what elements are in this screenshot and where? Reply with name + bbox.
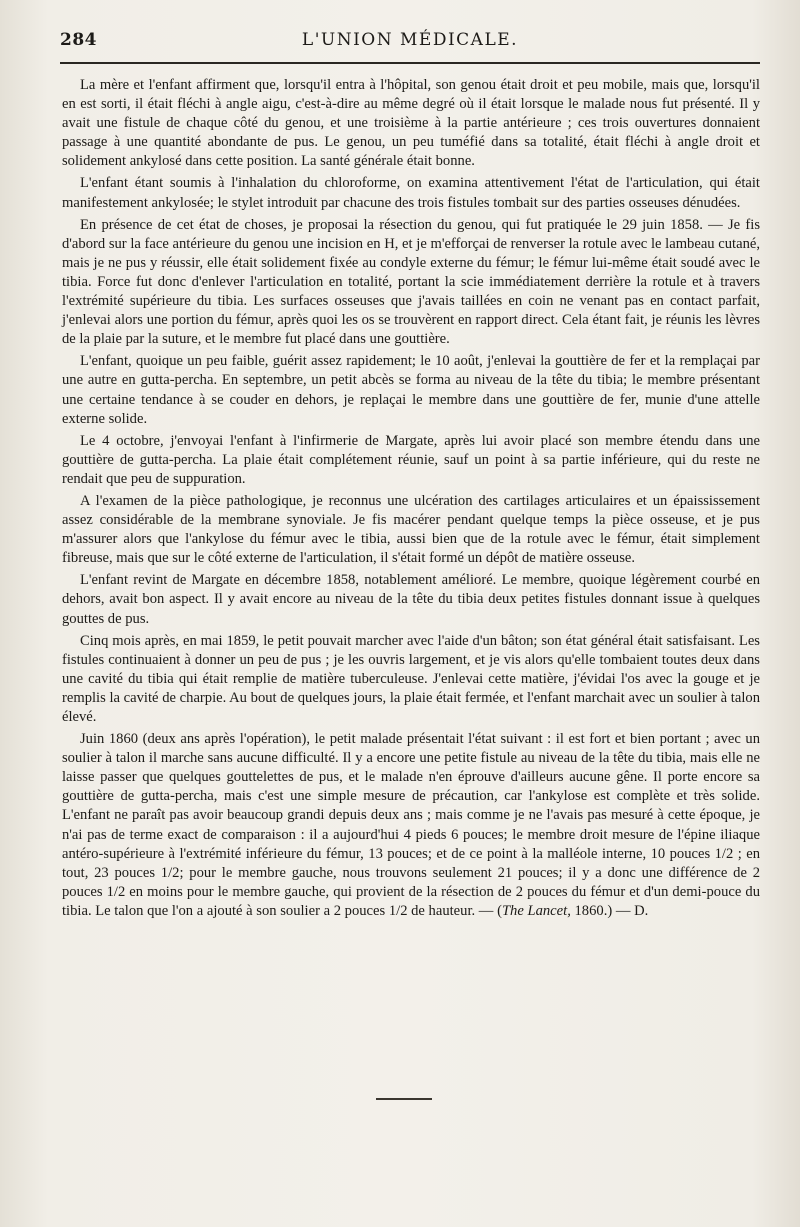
- page-header: [60, 30, 760, 56]
- paragraph-9-text: Juin 1860 (deux ans après l'opération), le petit malade présentait l'état suivant : il est fort et bien portant ; avec un soulier à talon il marche sans aucune difficulté. Il y a encore une petite fistule au niveau de la tête du tibia, mais elle ne laisse passer que quelques gouttelettes de pus, et le malade n'en éprouve d'ailleurs aucune gêne. Il porte encore sa gouttière de gutta-percha, mais c'est une simple mesure de précaution, car l'ankylose est complète et très solide. L'enfant ne paraît pas avoir beaucoup grandi depuis deux ans ; mais comme je ne l'avais pas mesuré à cette époque, je n'ai pas de terme exact de comparaison : il a aujourd'hui 4 pieds 6 pouces; le membre droit mesure de l'épine iliaque antéro-supérieure à l'extrémité inférieure du fémur, 13 pouces; et de ce point à la malléole interne, 10 pouces 1/2 ; en tout, 23 pouces 1/2; pour le membre gauche, nous trouvons seulement 21 pouces; il y a donc une différence de 2 pouces 1/2 en moins pour le membre gauche, qui provient de la résection de 2 pouces du fémur et d'un demi-pouce du tibia. Le talon que l'on a ajouté à son soulier a 2 pouces 1/2 de hauteur. —: [62, 731, 760, 919]
- paragraph-4: L'enfant, quoique un peu faible, guérit assez rapidement; le 10 août, j'enlevai la gouttière de fer et la remplaçai par une autre en gutta-percha. En septembre, un petit abcès se forma au niveau de la tête du tibia; le membre présentant une certaine tendance à se couder en dehors, je replaçai le membre dans une gouttière de fer, munie d'une attelle externe solide.: [62, 353, 760, 427]
- paragraph-5: Le 4 octobre, j'envoyai l'enfant à l'infirmerie de Margate, après lui avoir placé son membre étendu dans une gouttière de gutta-percha. La plaie était complétement réunie, sauf un point à sa partie inférieure, qui du reste ne rendait que peu de suppuration.: [62, 432, 760, 487]
- running-title: L'UNION MÉDICALE.: [301, 30, 519, 50]
- end-rule: [376, 1098, 432, 1100]
- paragraph-3: En présence de cet état de choses, je proposai la résection du genou, qui fut pratiquée le 29 juin 1858. — Je fis d'abord sur la face antérieure du genou une incision en H, et je m'efforçai de renverser la rotule avec le lambeau cutané, mais je ne pus y réussir, elle était solidement fixée au condyle externe du fémur; le fémur lui-même était soudé avec le tibia. Force fut donc d'enlever l'articulation en totalité, portant la scie immédiatement derrière la rotule et à travers l'extrémité supérieure du tibia. Les surfaces osseuses que j'avais taillées en coin ne venant pas en contact parfait, j'enlevai alors une portion du fémur, après quoi les os se trouvèrent en rapport direct. Cela étant fait, je réunis les lèvres de la plaie par la suture, et le membre fut placé dans une gouttière.: [62, 216, 760, 348]
- citation-rest: 1860.) — D.: [570, 902, 649, 919]
- header-rule: [60, 62, 760, 64]
- paragraph-6: A l'examen de la pièce pathologique, je reconnus une ulcération des cartilages articulaires et un épaississement assez considérable de la membrane synoviale. Je fis macérer pendant quelque temps la pièce osseuse, et je pus m'assurer alors que l'ankylose du fémur avec le tibia, aussi bien que de la rotule avec le fémur, était simplement fibreuse, mais que sur le côté externe de l'articulation, il s'était formé un dépôt de matière osseuse.: [62, 492, 760, 567]
- paragraph-7: L'enfant revint de Margate en décembre 1858, notablement amélioré. Le membre, quoique légèrement courbé en dehors, avait bon aspect. Il y avait encore au niveau de la tête du tibia deux petites fistules donnant issue à quelques gouttes de pus.: [62, 572, 760, 627]
- citation-journal: The Lancet,: [501, 902, 571, 919]
- paragraph-1: La mère et l'enfant affirment que, lorsqu'il entra à l'hôpital, son genou était droit et peu mobile, mais que, lorsqu'il en est sorti, il était fléchi à angle aigu, c'est-à-dire au même degré où il était lorsque le malade nous fut présenté. Il y avait une fistule de chaque côté du genou, et une troisième à la partie antérieure ; ces trois ouvertures donnaient passage à une quantité abondante de pus. Le genou, un peu tuméfié dans sa totalité, était fléchi à angle droit et solidement ankylosé dans cette position. La santé générale était bonne.: [62, 77, 760, 170]
- paragraph-9: [62, 730, 760, 921]
- citation-open: (: [497, 902, 502, 919]
- article-body: [62, 76, 760, 924]
- page-number: 284: [60, 30, 97, 50]
- paragraph-2: L'enfant étant soumis à l'inhalation du chloroforme, on examina attentivement l'état de l'articulation, qui était manifestement ankylosée; le stylet introduit par chacune des trois fistules tombait sur des parties osseuses dénudées.: [62, 175, 760, 211]
- paragraph-8: Cinq mois après, en mai 1859, le petit pouvait marcher avec l'aide d'un bâton; son état général était satisfaisant. Les fistules continuaient à donner un peu de pus ; je les ouvris largement, et je vis alors qu'elle tombaient toutes deux dans une cavité du tibia qui était remplie de matière tuberculeuse. J'enlevai cette matière, j'évidai l'os avec la gouge et je remplis la cavité de charpie. Au bout de quelques jours, la plaie était fermée, et l'enfant marchait avec un soulier à talon élevé.: [62, 632, 760, 725]
